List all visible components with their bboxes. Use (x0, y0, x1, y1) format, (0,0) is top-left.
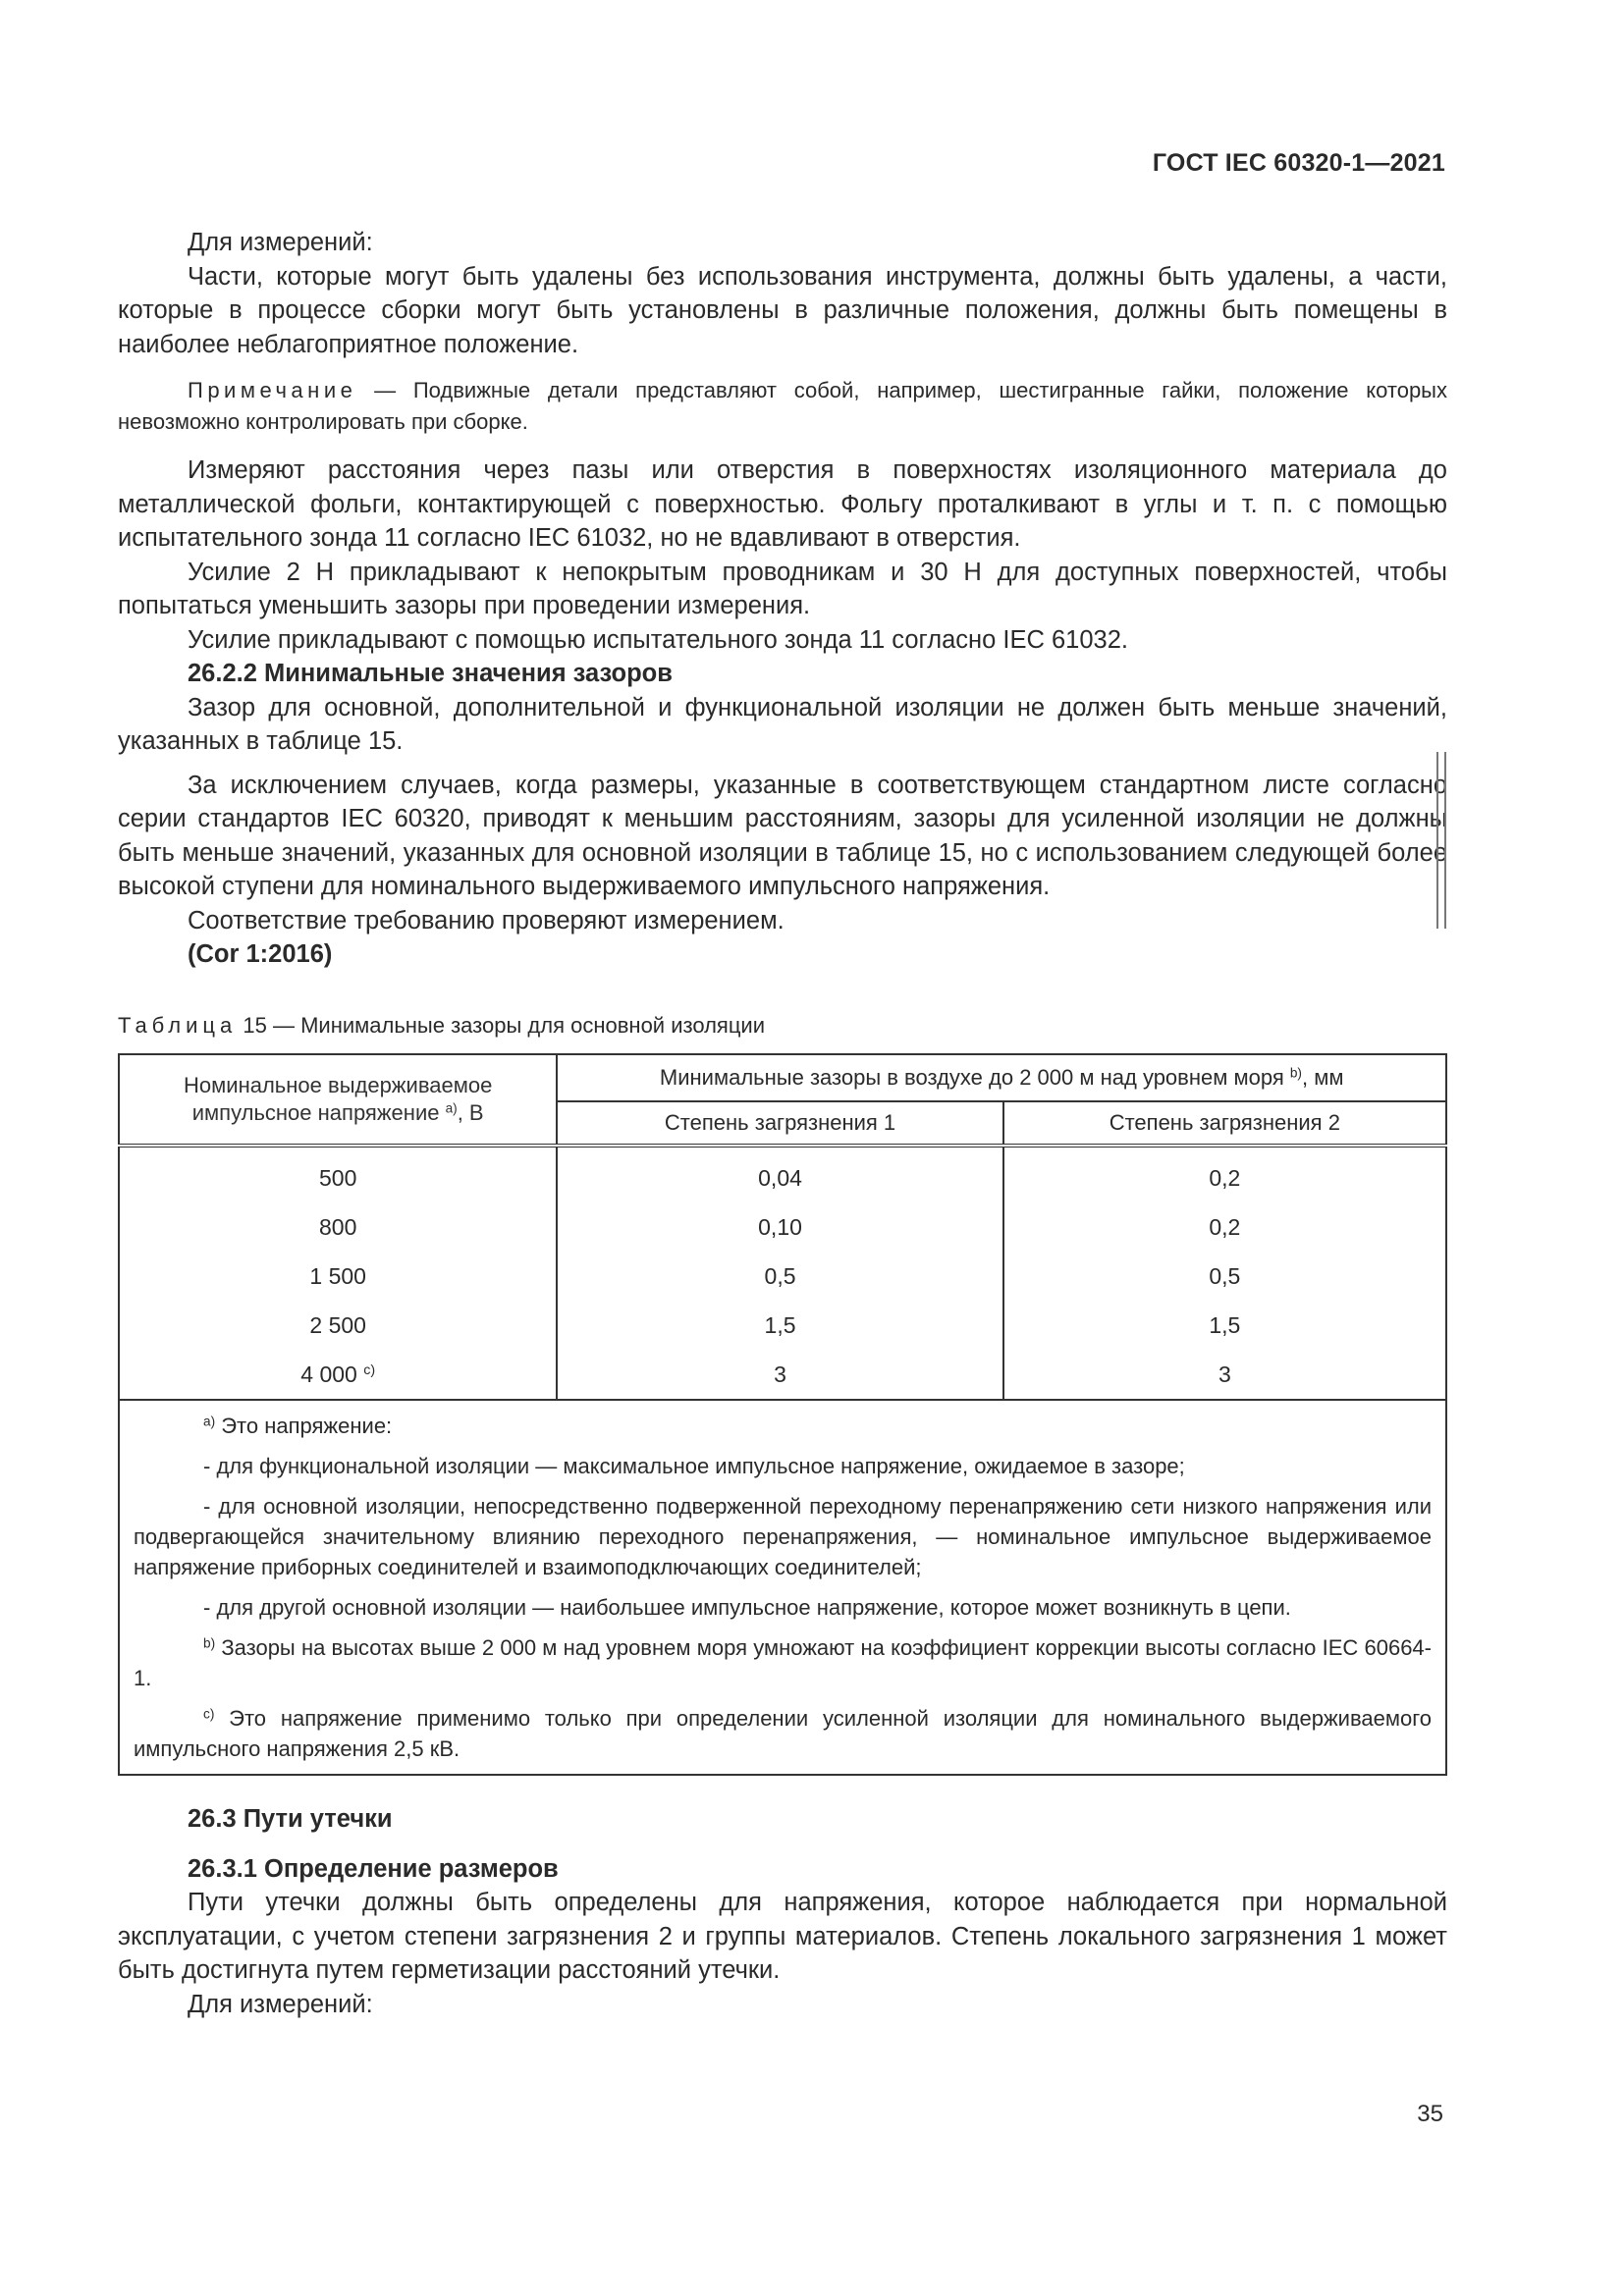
paragraph: Усилие прикладывают с помощью испытательного зонда 11 согласно IEC 61032. (188, 625, 1128, 654)
section-heading-26-3: 26.3 Пути утечки (188, 1805, 393, 1833)
clearance-cell-pd2: 0,5 (1003, 1252, 1446, 1301)
page-number: 35 (1417, 2101, 1443, 2127)
table-footnotes (119, 1400, 1446, 1775)
paragraph-amended: За исключением случаев, когда размеры, указанные в соответствующем стандартном листе согласно серии стандартов IEC 60320, приводят к меньшим расстояниям, зазоры для усиленной изоляции не должны быть меньше значений, указанных для основной изоляции в таблице 15, но с использованием следующей более высокой ступени для номинального выдерживаемого импульсного напряжения. (118, 771, 1447, 900)
footnote-a-item: - для функциональной изоляции — максимальное импульсное напряжение, ожидаемое в зазоре; (203, 1454, 1185, 1478)
table-row (119, 1202, 1446, 1252)
paragraph: Части, которые могут быть удалены без использования инструмента, должны быть удалены, а части, которые в процессе сборки могут быть установлены в различные положения, должны быть помещены в наиболее неблагоприятное положение. (118, 262, 1447, 358)
paragraph: Соответствие требованию проверяют измерением. (188, 906, 785, 934)
note (118, 375, 1447, 438)
footnote-ref-b: b) (1289, 1065, 1302, 1081)
footnote-ref-a: a) (445, 1100, 458, 1116)
table-caption-label: Таблица (118, 1013, 238, 1038)
footnote-ref-c: c) (363, 1362, 376, 1378)
table-row (119, 1252, 1446, 1301)
span-header-text: Минимальные зазоры в воздухе до 2 000 м над уровнем моря (659, 1065, 1290, 1090)
paragraph: Измеряют расстояния через пазы или отверстия в поверхностях изоляционного материала до металлической фольги, контактирующей с поверхностью. Фольгу проталкивают в углы и т. п. с помощью испытательного зонда 11 согласно IEC 61032, но не вдавливают в отверстия. (118, 456, 1447, 552)
column-header-pollution-1: Степень загрязнения 1 (557, 1101, 1002, 1146)
clearance-cell-pd2: 0,2 (1003, 1146, 1446, 1202)
clearance-cell-pd1: 0,10 (557, 1202, 1002, 1252)
table-caption-text: 15 — Минимальные зазоры для основной изоляции (237, 1013, 766, 1038)
clearance-table (118, 1053, 1447, 1776)
note-text: — Подвижные детали представляют собой, например, шестигранные гайки, положение которых невозможно контролировать при сборке. (118, 378, 1447, 434)
voltage-cell: 1 500 (119, 1252, 557, 1301)
section-heading-26-3-1: 26.3.1 Определение размеров (188, 1854, 559, 1883)
column-header-pollution-2: Степень загрязнения 2 (1003, 1101, 1446, 1146)
lower-text-block (118, 1802, 1447, 2021)
change-marker-bar (1436, 752, 1446, 929)
clearance-cell-pd2: 0,2 (1003, 1202, 1446, 1252)
document-id-header: ГОСТ IEC 60320-1—2021 (1152, 149, 1445, 177)
clearance-cell-pd1: 0,04 (557, 1146, 1002, 1202)
stub-column-header (119, 1054, 557, 1146)
paragraph: Усилие 2 Н прикладывают к непокрытым проводникам и 30 Н для доступных поверхностей, чтобы попытаться уменьшить зазоры при проведении измерения. (118, 558, 1447, 619)
clearance-cell-pd1: 1,5 (557, 1301, 1002, 1350)
voltage-cell: 500 (119, 1146, 557, 1202)
voltage-cell: 800 (119, 1202, 557, 1252)
span-header-unit: , мм (1301, 1065, 1344, 1090)
stub-header-line2: импульсное напряжение (191, 1100, 446, 1125)
table-row (119, 1301, 1446, 1350)
clearance-cell-pd2: 3 (1003, 1350, 1446, 1400)
corrigendum-ref: (Cor 1:2016) (188, 940, 333, 968)
voltage-cell: 2 500 (119, 1301, 557, 1350)
footnote-a: $^{a)}$ Это напряжение: (203, 1414, 393, 1438)
paragraph: Для измерений: (188, 1990, 373, 2018)
spanning-column-header (557, 1054, 1446, 1101)
table-caption (118, 1013, 765, 1039)
footnote-c: $^{c)}$ Это напряжение применимо только при определении усиленной изоляции для номинального выдерживаемого импульсного напряжения 2,5 кВ. (134, 1706, 1432, 1761)
paragraph: Для измерений: (188, 229, 373, 256)
footnote-a-item: - для основной изоляции, непосредственно подверженной переходному перенапряжению сети низкого напряжения или подвергающейся значительному влиянию переходного перенапряжения, — номинальное импульсное выдерживаемое напряжение приборных соединителей и взаимоподключающих соединителей; (134, 1494, 1432, 1579)
stub-header-line1: Номинальное выдерживаемое (184, 1073, 493, 1097)
footnote-b: $^{b)}$ Зазоры на высотах выше 2 000 м над уровнем моря умножают на коэффициент коррекции высоты согласно IEC 60664-1. (134, 1635, 1432, 1690)
upper-text-block (118, 226, 1447, 972)
footnote-a-item: - для другой основной изоляции — наибольшее импульсное напряжение, которое может возникнуть в цепи. (203, 1595, 1291, 1620)
paragraph: Зазор для основной, дополнительной и функциональной изоляции не должен быть меньше значений, указанных в таблице 15. (118, 693, 1447, 755)
stub-header-unit: , В (457, 1100, 484, 1125)
table-row (119, 1350, 1446, 1400)
section-heading-26-2-2: 26.2.2 Минимальные значения зазоров (188, 660, 673, 687)
paragraph: Пути утечки должны быть определены для напряжения, которое наблюдается при нормальной эксплуатации, с учетом степени загрязнения 2 и группы материалов. Степень локального загрязнения 1 может быть достигнута путем герметизации расстояний утечки. (118, 1889, 1447, 1984)
table-row (119, 1146, 1446, 1202)
voltage-cell: 4 000 $^{c)}$ (119, 1350, 557, 1400)
clearance-cell-pd1: 0,5 (557, 1252, 1002, 1301)
note-label: Примечание (188, 378, 357, 402)
clearance-cell-pd2: 1,5 (1003, 1301, 1446, 1350)
clearance-cell-pd1: 3 (557, 1350, 1002, 1400)
